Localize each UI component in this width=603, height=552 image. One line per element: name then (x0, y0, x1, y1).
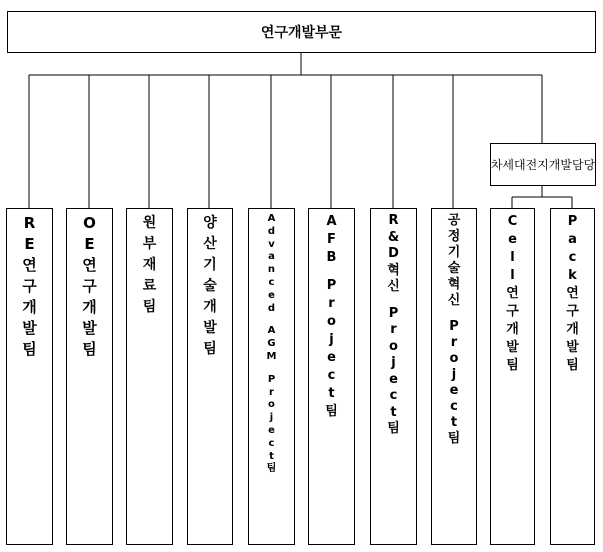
sub-division-title: 차세대전지개발담당 (490, 158, 596, 172)
team-label: A d v a n c e d A G M P r o j e c t 팀 (266, 213, 277, 475)
team-label: R E 연 구 개 발 팀 (22, 214, 37, 358)
team-label: C e l l 연 구 개 발 팀 (506, 214, 519, 373)
team-box-advanced-agm-project (248, 208, 295, 545)
team-box-afb-project (308, 208, 355, 545)
team-box-mass-production-tech (187, 208, 233, 545)
team-box-cell-rnd (490, 208, 535, 545)
team-label: 원 부 재 료 팀 (142, 215, 157, 315)
team-box-raw-materials (126, 208, 173, 545)
team-box-rnd-innovation-project (370, 208, 417, 545)
team-box-oe-rnd (66, 208, 113, 545)
root-department-title: 연구개발부문 (260, 25, 343, 41)
team-box-re-rnd (6, 208, 53, 545)
sub-division-box (490, 143, 596, 186)
team-label: R & D 혁 신 P r o j e c t 팀 (387, 213, 400, 436)
team-label: 양 산 기 술 개 발 팀 (203, 215, 217, 357)
root-department-box (7, 11, 596, 53)
team-label: A F B P r o j e c t 팀 (325, 214, 338, 419)
team-label: P a c k 연 구 개 발 팀 (566, 214, 579, 373)
team-label: 공 정 기 술 혁 신 P r o j e c t 팀 (447, 213, 461, 446)
team-box-process-tech-innovation-project (431, 208, 477, 545)
team-box-pack-rnd (550, 208, 595, 545)
team-label: O E 연 구 개 발 팀 (82, 214, 97, 358)
